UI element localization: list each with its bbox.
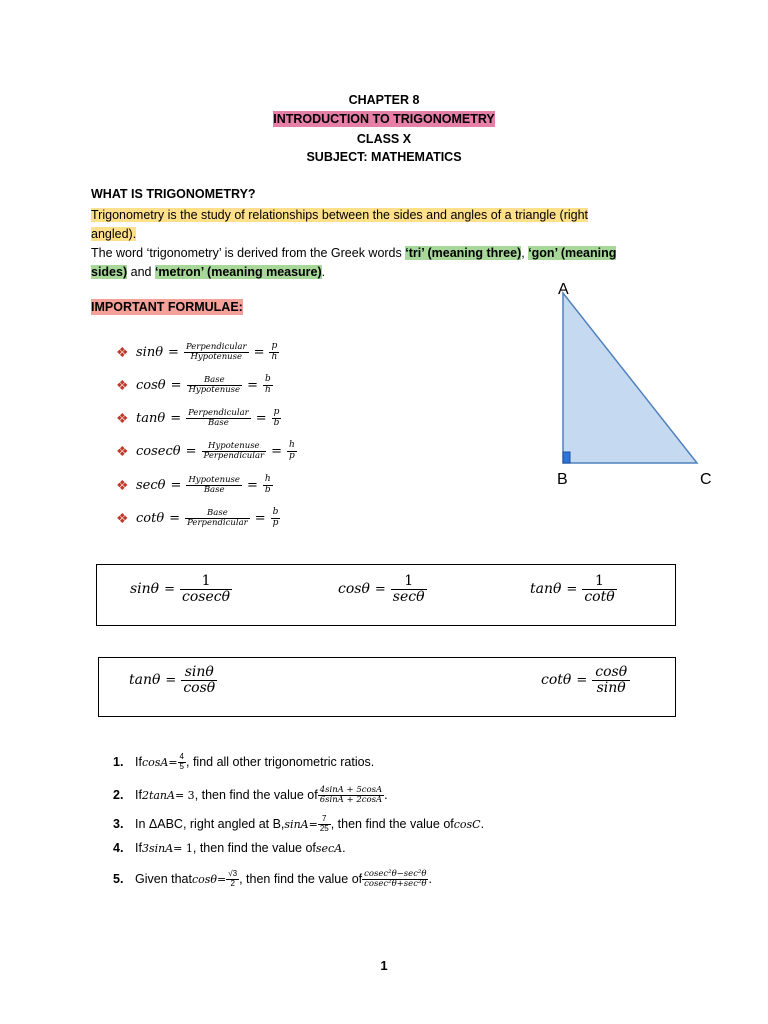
q-frac [362,870,428,889]
question-number: 2. [113,788,124,802]
frac-den: Base [203,484,225,495]
frac-num: cosec²θ−sec²θ [364,868,427,879]
etymology-tri: ‘tri’ (meaning three) [405,246,522,260]
question-3 [113,812,484,836]
formula-letter-fraction [272,408,282,428]
frac-den: 2 [230,878,235,888]
reciprocal-cos [338,574,427,604]
chapter-label: CHAPTER 8 [348,93,420,107]
equals-sign: = [576,672,588,688]
diamond-bullet-icon: ❖ [116,343,129,360]
formula-letter-fraction [263,375,273,395]
reciprocal-sin-lhs: sinθ [130,581,160,598]
reciprocal-cos-frac [391,574,427,604]
frac-den: secθ [392,588,425,605]
frac-num: Perpendicular [185,341,247,352]
q-text: , then find the value of [194,788,318,802]
diamond-bullet-icon: ❖ [116,509,129,526]
frac-num: 4 [179,752,184,762]
q-eq: = [308,817,318,831]
formula-letter-fraction [287,441,297,461]
q-frac [226,870,239,888]
etymology-paragraph [91,244,691,282]
frac-num: √3 [228,869,238,879]
formula-function: tanθ [136,410,166,426]
frac-den: sinθ [596,679,626,696]
page-number: 1 [380,958,388,973]
intro-definition [91,206,681,244]
reciprocal-tan [530,574,617,604]
q-text: . [342,841,346,855]
q-text: , then find the value of [330,817,454,831]
formula-row [116,406,281,430]
frac-num: Hypotenuse [188,474,240,485]
etymology-gon-2: sides) [91,265,128,279]
equals-sign: = [168,344,179,360]
quotient-tan [129,665,217,695]
formula-function: cosecθ [136,443,181,459]
q-text: If [135,841,142,855]
frac-num: h [264,474,271,485]
frac-den: cosθ [183,679,216,696]
formula-word-fraction [202,442,267,461]
frac-den: cosecθ [182,588,231,605]
reciprocal-tan-frac [582,574,616,604]
formula-word-fraction [187,376,243,395]
q-text: If [135,755,142,769]
q-eq: = 3 [174,788,195,802]
diamond-bullet-icon: ❖ [116,476,129,493]
frac-num: b [272,507,279,518]
formula-word-fraction [186,476,242,495]
q-math: 2tanA [141,788,175,802]
definition-line-1: Trigonometry is the study of relationships between the sides and angles of a triangle (right [91,208,589,222]
frac-den: p [272,517,279,528]
q-eq: = [168,755,178,769]
diamond-bullet-icon: ❖ [116,376,129,393]
question-5 [113,862,432,896]
quotient-cot [541,665,630,695]
equals-sign: = [164,581,176,597]
equals-sign: = [246,477,258,493]
quotient-cot-lhs: cotθ [541,672,572,689]
frac-num: 1 [180,574,232,590]
quotient-cot-frac [592,665,630,695]
q-text: Given that [135,872,192,886]
question-number: 1. [113,755,124,769]
etymology-gon-1: ‘gon’ (meaning [528,246,617,260]
formula-function: secθ [136,477,166,493]
frac-den: 25 [319,823,329,833]
frac-num: Hypotenuse [202,442,267,452]
question-2 [113,780,388,810]
chapter-title-text: INTRODUCTION TO TRIGONOMETRY [273,112,495,126]
quotient-identities-box [98,657,676,717]
frac-num: 1 [391,574,427,590]
q-text: If [135,788,142,802]
equals-sign: = [254,510,266,526]
etymology-comma: , [521,246,529,260]
q-math: 3sinA [141,841,174,855]
frac-den: Hypotenuse [190,351,243,362]
equals-sign: = [170,410,182,426]
quotient-tan-frac [181,665,217,695]
q-eq: = [217,872,227,886]
equals-sign: = [170,377,182,393]
equals-sign: = [170,477,182,493]
reciprocal-tan-lhs: tanθ [530,581,562,598]
intro-heading: WHAT IS TRIGONOMETRY? [91,187,256,201]
definition-line-2: angled). [91,227,137,241]
etymology-prefix: The word ‘trigonometry’ is derived from the Greek words [91,246,406,260]
equals-sign: = [185,443,197,459]
equals-sign: = [253,344,265,360]
formulae-heading [91,300,243,314]
formula-row [116,506,280,530]
right-angle-marker [563,452,570,463]
q-text: . [428,872,432,886]
frac-den: Base [208,417,229,428]
formula-word-fraction [184,343,249,362]
frac-den: cotθ [584,588,615,605]
frac-num: 4sinA + 5cosA [319,784,383,795]
quotient-tan-lhs: tanθ [129,672,161,689]
q-math: sinA [284,817,309,831]
vertex-label-b: B [557,471,568,488]
frac-num: 1 [582,574,616,590]
question-number: 5. [113,872,124,886]
q-math: cosC [453,817,481,831]
frac-num: Base [185,509,250,519]
equals-sign: = [169,510,181,526]
frac-den: h [264,384,271,395]
formula-function: sinθ [136,344,164,360]
equals-sign: = [165,672,177,688]
frac-num: 7 [318,815,331,824]
reciprocal-sin [130,574,232,604]
formula-letter-fraction [269,342,279,362]
question-1 [113,750,374,774]
frac-num: cosθ [592,665,630,681]
formula-function: cotθ [136,510,165,526]
diamond-bullet-icon: ❖ [116,442,129,459]
q-text: , find all other trigonometric ratios. [186,755,375,769]
question-4 [113,838,346,858]
q-frac [318,786,384,805]
formula-word-fraction [185,509,250,528]
class-label: CLASS X [356,132,412,146]
frac-num: sinθ [181,665,217,681]
formula-row [116,439,297,463]
frac-den: 6sinA + 2cosA [319,794,383,805]
q-text: In ΔABC, right angled at B, [135,817,285,831]
frac-den: Perpendicular [203,450,265,461]
equals-sign: = [374,581,386,597]
frac-den: b [264,484,271,495]
frac-den: h [271,351,278,362]
q-text: , then find the value of [192,841,316,855]
q-frac [178,753,186,771]
q-text: , then find the value of [239,872,363,886]
formula-letter-fraction [271,508,281,528]
frac-den: Hypotenuse [188,384,241,395]
frac-den: b [273,417,280,428]
formula-word-fraction [186,409,251,428]
frac-num: Base [187,376,243,386]
q-math: cosθ [191,872,218,886]
formula-row [116,340,279,364]
etymology-and: and [127,265,155,279]
question-number: 3. [113,817,124,831]
chapter-title [0,112,768,126]
formula-letter-fraction [263,475,273,495]
formula-row [116,473,273,497]
etymology-metron: ‘metron’ (meaning measure) [154,265,322,279]
frac-num: p [269,342,279,352]
q-frac [318,815,331,833]
formula-row [116,373,273,397]
equals-sign: = [271,443,283,459]
reciprocal-sin-frac [180,574,232,604]
q-math: cosA [141,755,169,769]
vertex-label-c: C [700,471,712,488]
q-text: . [384,788,388,802]
frac-den: p [289,450,295,461]
formula-function: cosθ [136,377,166,393]
equals-sign: = [247,377,258,393]
q-math: secA [315,841,343,855]
diamond-bullet-icon: ❖ [116,409,129,426]
frac-num: b [263,375,273,385]
frac-den: cosec²θ+sec²θ [364,878,427,889]
triangle-shape [563,293,697,463]
reciprocal-cos-lhs: cosθ [338,581,370,598]
reciprocal-identities-box [96,564,676,626]
frac-num: Perpendicular [188,407,249,418]
frac-den: 5 [179,761,184,771]
formulae-heading-text: IMPORTANT FORMULAE: [91,300,243,314]
frac-num: h [289,440,295,451]
equals-sign: = [566,581,578,597]
right-triangle-diagram [550,278,720,488]
subject-label: SUBJECT: MATHEMATICS [306,150,462,164]
etymology-period: . [321,265,326,279]
q-text: . [480,817,485,831]
frac-num: p [273,407,280,418]
question-number: 4. [113,841,124,855]
q-eq: = 1 [173,841,193,855]
frac-den: Perpendicular [187,517,248,528]
equals-sign: = [255,410,267,426]
vertex-label-a: A [558,281,569,298]
